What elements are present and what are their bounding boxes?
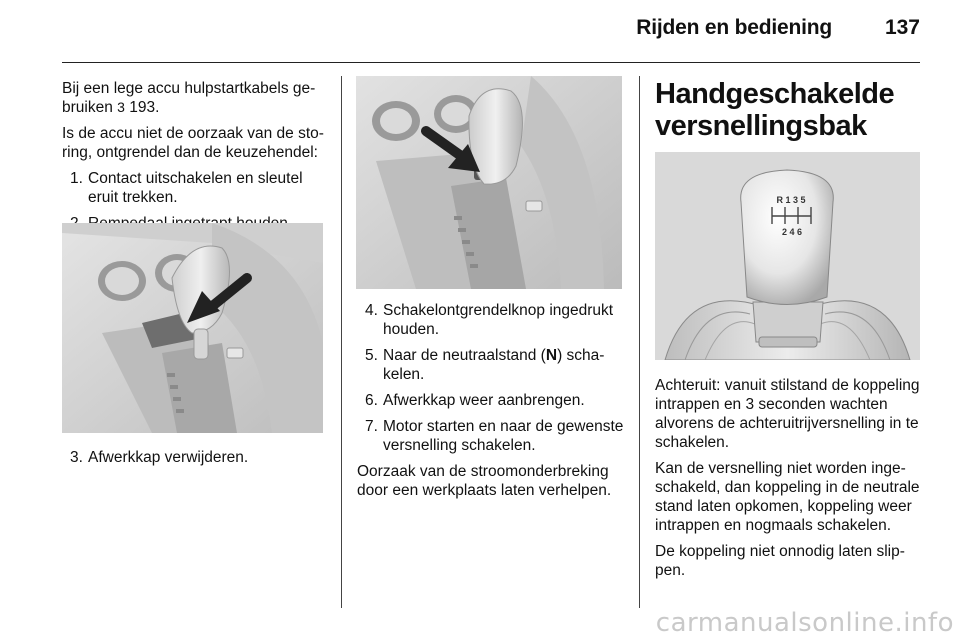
gear-selector-photo [62, 223, 323, 433]
column-1-continued [62, 448, 328, 474]
paragraph: Achteruit: vanuit stilstand de koppeling intrappen en 3 seconden wachten alvorens de achteruitrijversnelling in te schakelen. [655, 377, 920, 451]
column-1 [62, 79, 328, 240]
page-reference-arrow-icon: 3 [117, 99, 125, 115]
paragraph: Bij een lege accu hulpstartkabels gebruiken 3 193. [62, 80, 316, 116]
section-heading: Handgeschakelde versnellingsbak [655, 78, 895, 142]
watermark: carmanualsonline.info [655, 608, 954, 638]
release-button-photo [356, 76, 622, 289]
column-3 [655, 78, 921, 142]
knob-top-label: R 1 3 5 [776, 195, 806, 205]
section-title: Rijden en bediening [636, 16, 832, 39]
paragraph: Kan de versnelling niet worden ingeschakeld, dan koppeling in de neutrale stand laten opkomen, koppeling weer intrappen en nogmaals schakelen. [655, 460, 920, 534]
column-3-text [655, 376, 923, 587]
manual-gear-knob-photo [655, 152, 920, 360]
paragraph: Oorzaak van de stroomonderbreking door een werkplaats laten verhelpen. [357, 463, 612, 499]
list-item: 4. Schakelontgrendelknop ingedrukt houden. [365, 302, 614, 338]
list-item: 3. Afwerkkap verwijderen. [70, 449, 249, 466]
list-item: 7. Motor starten en naar de gewenste versnelling schakelen. [365, 418, 624, 454]
page-number: 137 [884, 16, 920, 39]
knob-bottom-label: 2 4 6 [781, 227, 803, 237]
page-reference[interactable]: 193. [129, 99, 160, 116]
column-2 [357, 301, 627, 507]
paragraph: De koppeling niet onnodig laten slippen. [655, 543, 905, 579]
column-divider [639, 76, 640, 608]
list-item: 5. Naar de neutraalstand (N) schakelen. [365, 347, 605, 383]
page-header [62, 0, 920, 63]
list-item: 1. Contact uitschakelen en sleutel eruit trekken. [70, 170, 303, 206]
list-item: 6. Afwerkkap weer aanbrengen. [365, 392, 585, 409]
paragraph: Is de accu niet de oorzaak van de storing, ontgrendel dan de keuzehendel: [62, 125, 324, 161]
column-divider [341, 76, 342, 608]
